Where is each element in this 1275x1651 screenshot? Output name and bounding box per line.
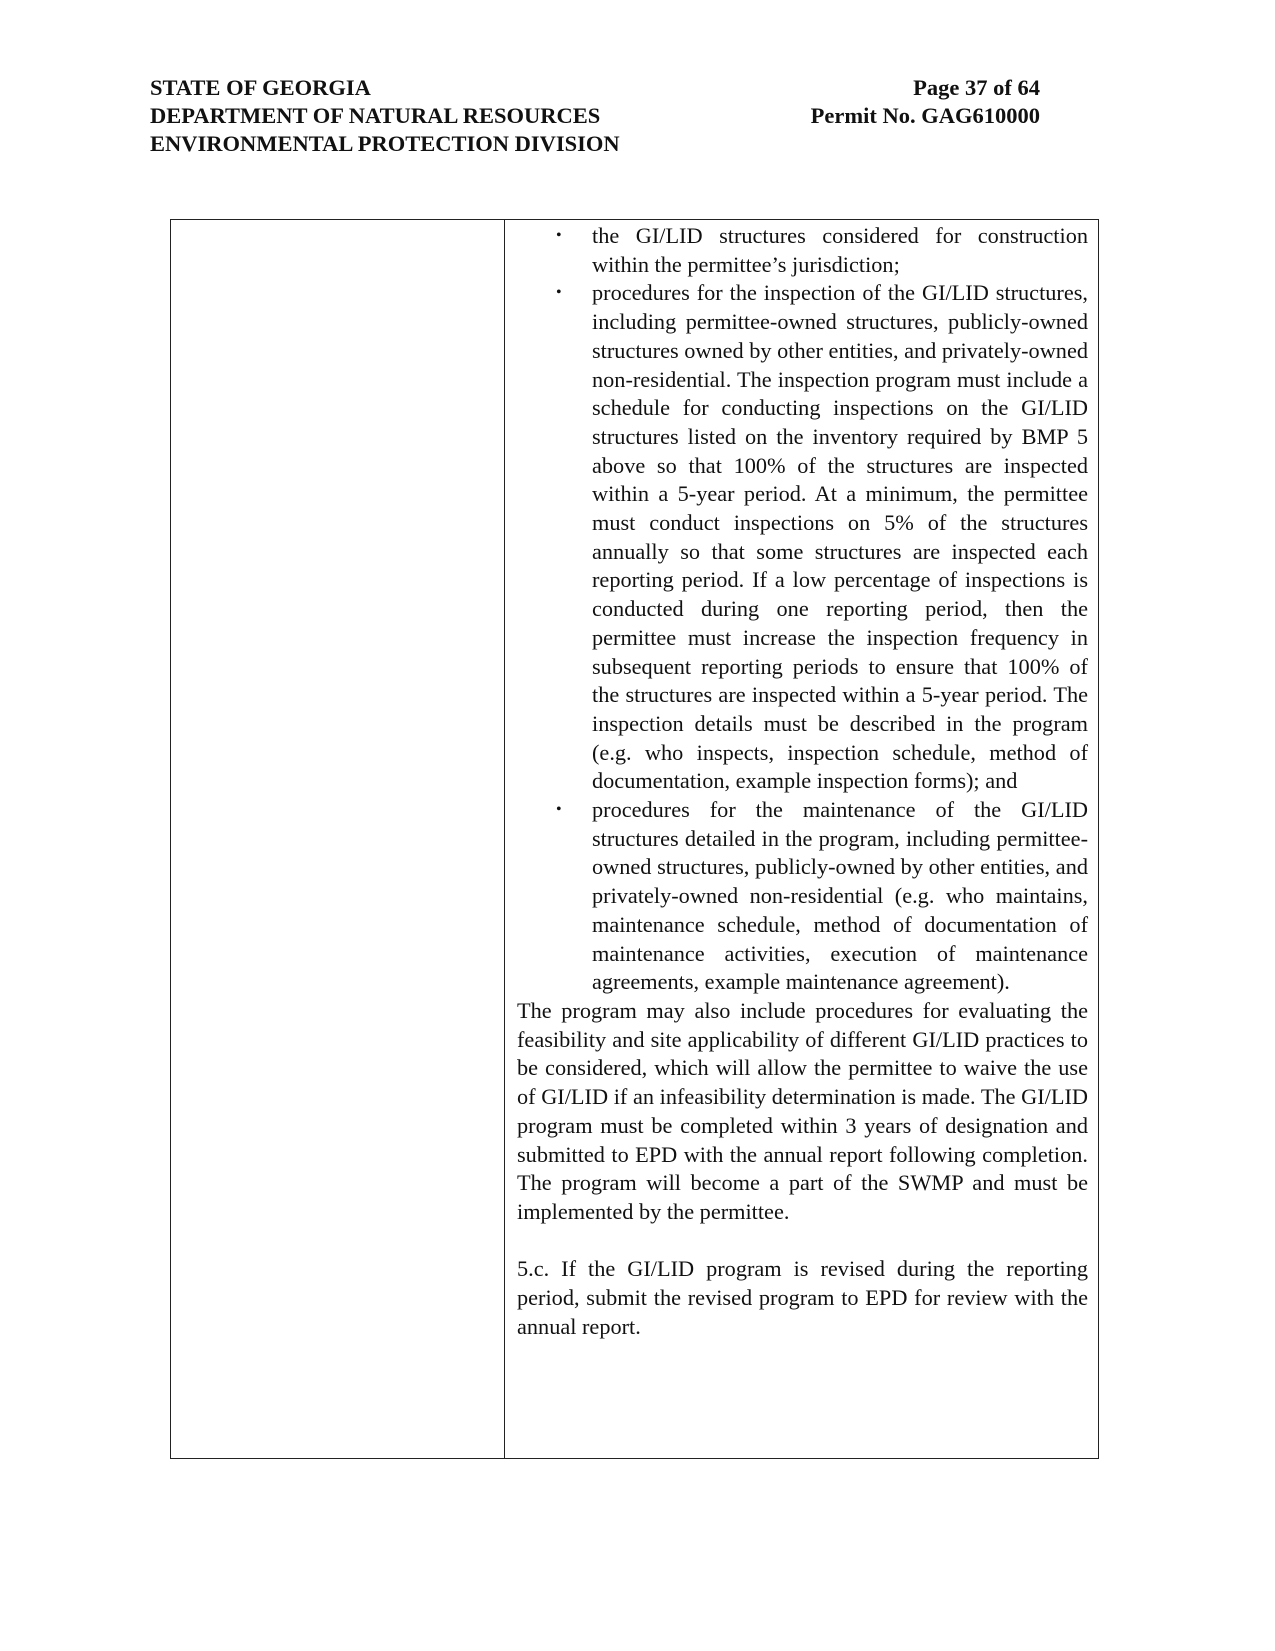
bullet-text-inspection: procedures for the inspection of the GI/LID structures, including permittee-owned structures, publicly-owned structures owned by other entities, and privately-owned non-residential. The inspection program must include a schedule for conducting inspections on the GI/LID structures listed on the inventory required by BMP 5 above so that 100% of the structures are inspected within a 5-year period. At a minimum, the permittee must conduct inspections on 5% of the structures annually so that some structures are inspected each reporting period. If a low percentage of inspections is conducted during one reporting period, then the permittee must increase the inspection frequency in subsequent reporting periods to ensure that 100% of the structures are inspected within a 5-year period. The inspection details must be described in the program (e.g. who inspects, inspection schedule, method of documentation, example inspection forms); and [592, 280, 1088, 794]
page-number: Page 37 of 64 [913, 75, 1040, 100]
bullet-list [517, 222, 1088, 997]
list-item [556, 279, 1088, 796]
revision-paragraph: 5.c. If the GI/LID program is revised during the reporting period, submit the revised program to EPD for review with the annual report. [517, 1256, 1088, 1339]
list-item [556, 796, 1088, 997]
right-cell [517, 222, 1088, 1341]
bullet-icon: • [556, 227, 562, 244]
requirements-table [170, 219, 1099, 1459]
agency-line-department: DEPARTMENT OF NATURAL RESOURCES [150, 103, 601, 128]
page-info-block [790, 74, 1040, 130]
permit-number: Permit No. GAG610000 [810, 103, 1040, 128]
agency-line-state: STATE OF GEORGIA [150, 75, 371, 100]
agency-line-division: ENVIRONMENTAL PROTECTION DIVISION [150, 131, 620, 156]
bullet-icon: • [556, 284, 562, 302]
bullet-icon: • [556, 801, 562, 819]
agency-block [150, 74, 620, 158]
list-item [556, 222, 1088, 279]
column-divider [504, 220, 505, 1458]
program-paragraph: The program may also include procedures for evaluating the feasibility and site applicability of different GI/LID practices to be considered, which will allow the permittee to waive the use of GI/LID if an infeasibility determination is made. The GI/LID program must be completed within 3 years of designation and submitted to EPD with the annual report following completion. The program will become a part of the SWMP and must be implemented by the permittee. [517, 997, 1088, 1224]
bullet-text-structures: the GI/LID structures considered for construction within the permittee’s jurisdiction; [592, 223, 1088, 277]
bullet-text-maintenance: procedures for the maintenance of the GI/LID structures detailed in the program, including permittee-owned structures, publicly-owned by other entities, and privately-owned non-residential (e.g. who maintains, maintenance schedule, method of documentation of maintenance activities, execution of maintenance agreements, example maintenance agreement). [592, 797, 1088, 995]
